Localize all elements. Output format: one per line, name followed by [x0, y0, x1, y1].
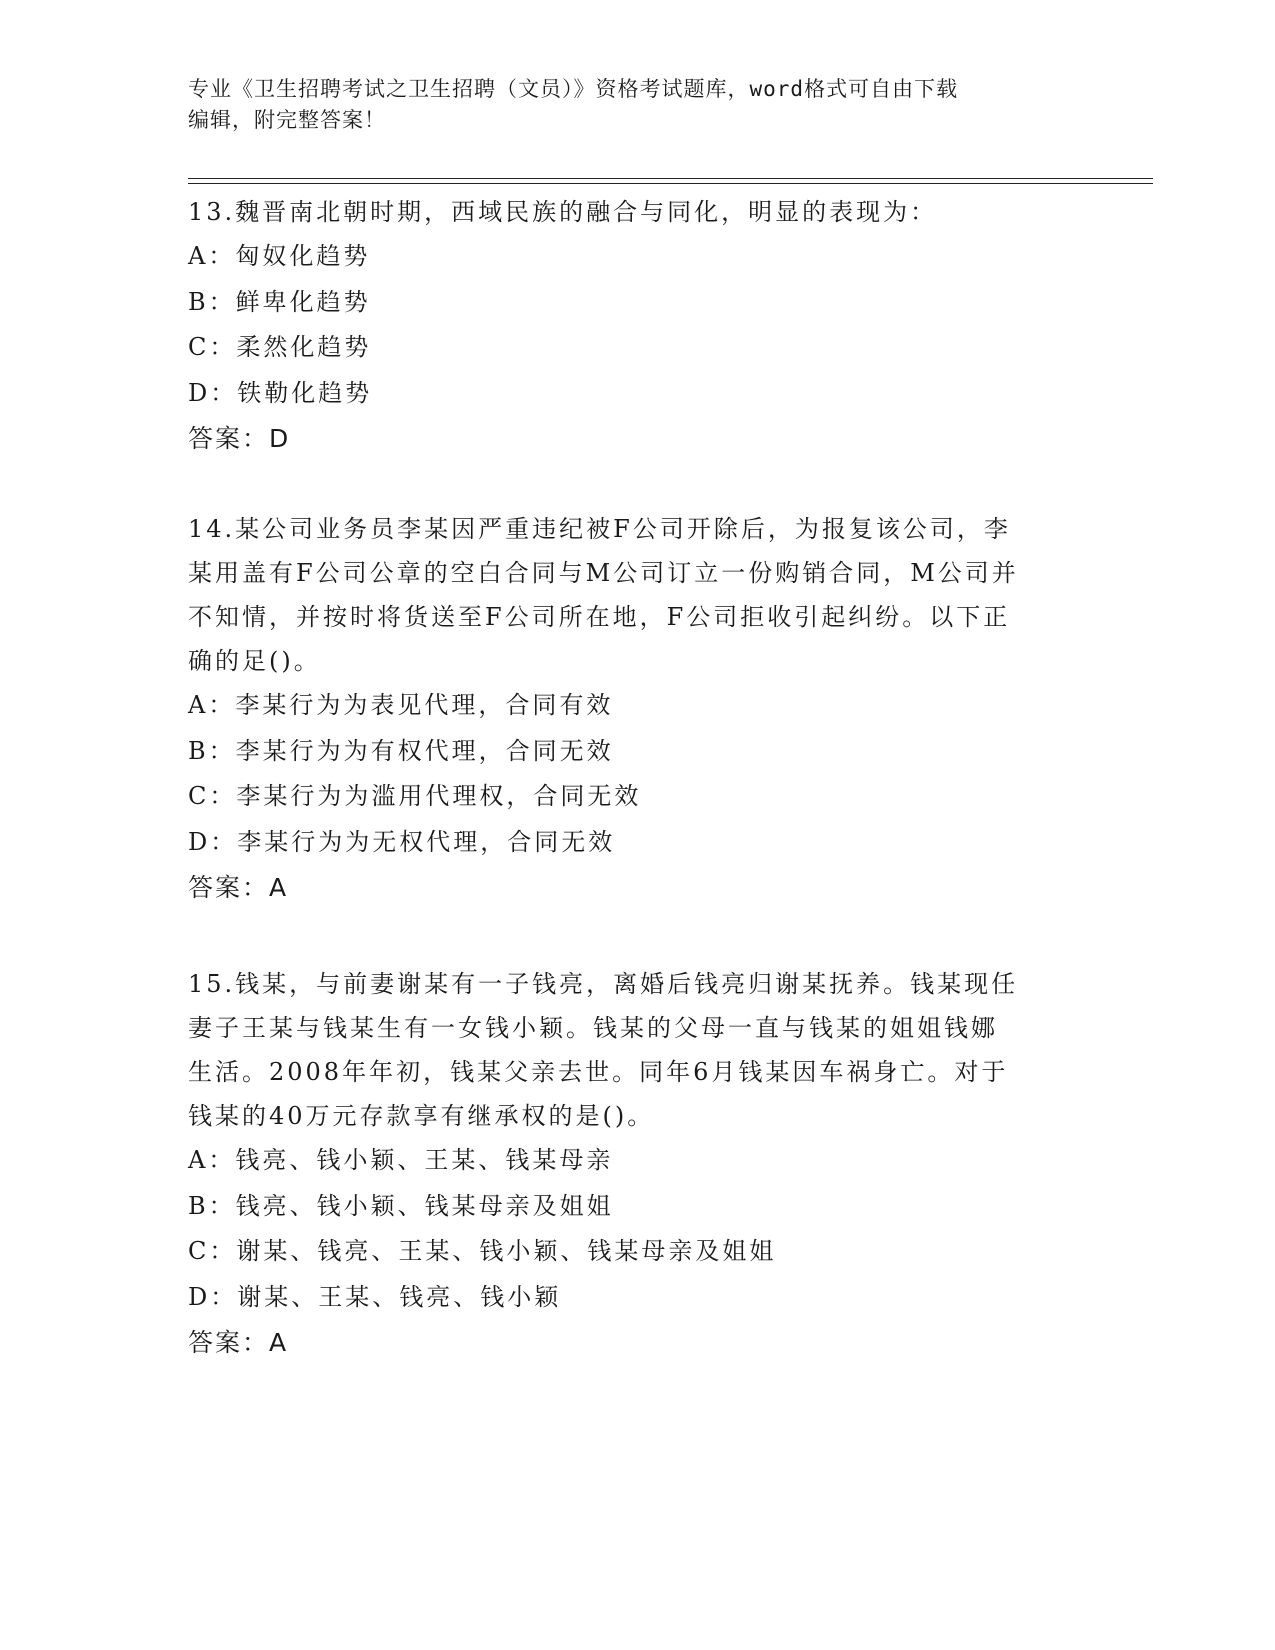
option-c: C：李某行为为滥用代理权，合同无效 — [188, 782, 642, 810]
question-stem-line: 14.某公司业务员李某因严重违纪被F公司开除后，为报复该公司，李 — [188, 515, 1011, 543]
question-stem-line: 确的足()。 — [188, 647, 321, 675]
option-d: D：谢某、王某、钱亮、钱小颖 — [188, 1282, 562, 1311]
answer-line: 答案：A — [188, 1328, 289, 1357]
question-15 — [188, 962, 1088, 1366]
document-header — [188, 74, 1088, 136]
option-b: B：钱亮、钱小颖、钱某母亲及姐姐 — [188, 1191, 614, 1220]
header-divider-top — [188, 178, 1153, 179]
header-line-1: 专业《卫生招聘考试之卫生招聘（文员）》资格考试题库，word格式可自由下载 — [188, 77, 959, 101]
option-d: D：李某行为为无权代理，合同无效 — [188, 827, 616, 856]
question-13 — [188, 190, 1088, 462]
question-14 — [188, 507, 1088, 911]
question-stem-line: 妻子王某与钱某生有一女钱小颖。钱某的父母一直与钱某的姐姐钱娜 — [188, 1014, 998, 1042]
answer-line: 答案：A — [188, 873, 289, 902]
question-stem-line: 15.钱某，与前妻谢某有一子钱亮，离婚后钱亮归谢某抚养。钱某现任 — [188, 970, 1019, 998]
question-stem: 13.魏晋南北朝时期，西域民族的融合与同化，明显的表现为： — [188, 198, 938, 226]
option-c: C：柔然化趋势 — [188, 333, 372, 361]
option-d: D：铁勒化趋势 — [188, 378, 373, 407]
option-b: B：鲜卑化趋势 — [188, 287, 371, 316]
question-stem-line: 某用盖有F公司公章的空白合同与M公司订立一份购销合同，M公司并 — [188, 559, 1019, 587]
option-c: C：谢某、钱亮、王某、钱小颖、钱某母亲及姐姐 — [188, 1237, 777, 1265]
option-a: A：李某行为为表见代理，合同有效 — [188, 691, 614, 719]
question-stem-line: 钱某的40万元存款享有继承权的是()。 — [188, 1102, 655, 1130]
answer-line: 答案：D — [188, 424, 291, 453]
header-line-2: 编辑，附完整答案！ — [188, 108, 386, 132]
question-stem-line: 不知情，并按时将货送至F公司所在地，F公司拒收引起纠纷。以下正 — [188, 603, 1011, 631]
header-divider-bottom — [188, 183, 1153, 184]
option-b: B：李某行为为有权代理，合同无效 — [188, 736, 614, 765]
option-a: A：匈奴化趋势 — [188, 242, 371, 270]
question-stem-line: 生活。2008年年初，钱某父亲去世。同年6月钱某因车祸身亡。对于 — [188, 1058, 1009, 1086]
option-a: A：钱亮、钱小颖、王某、钱某母亲 — [188, 1146, 614, 1174]
